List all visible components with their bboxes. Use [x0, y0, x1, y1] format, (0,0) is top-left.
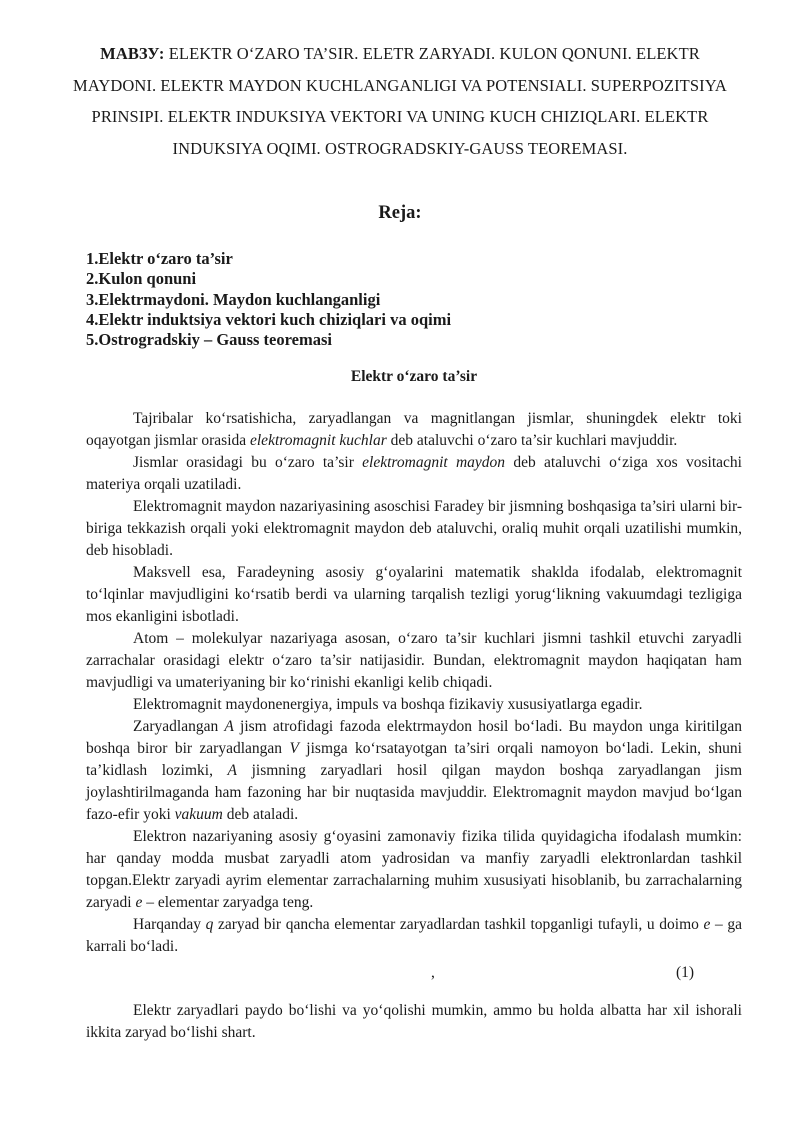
formula-comma: , — [431, 964, 435, 981]
paragraph: Zaryadlangan A jism atrofidagi fazoda elektrmaydon hosil bo‘ladi. Bu maydon unga kiritilgan boshqa biror bir zaryadlangan V jismga ko‘rsatayotgan ta’siri orqali namoyon bo‘ladi. Lekin, shuni ta’kidlash lozimki, A jismning zaryadlari hosil qilgan maydon boshqa zaryadlangan jism joylashtirilmaganda ham fazoning har bir nuqtasida mavjuddir. Elektromagnit maydon mavjud bo‘lgan fazo-efir yoki vakuum deb ataladi. — [86, 718, 743, 823]
paragraph: Harqanday q zaryad bir qancha elementar zaryadlardan tashkil topganligi tufayli, u doimo e – ga karrali bo‘ladi. — [86, 916, 742, 955]
formula-line — [86, 962, 742, 986]
paragraph: Maksvell esa, Faradeyning asosiy g‘oyalarini matematik shaklda ifodalab, elektromagnit to‘lqinlar mavjudligini ko‘rsatib berdi va ularning tarqalish tezligi yorug‘likning vakuumdagi tezligiga mos ekanligini isbotladi. — [86, 564, 742, 625]
paragraph: Tajribalar ko‘rsatishicha, zaryadlangan va magnitlangan jismlar, shuningdek elektr toki oqayotgan jismlar orasida elektromagnit kuchlar deb ataluvchi o‘zaro ta’sir kuchlari mavjuddir. — [86, 410, 742, 449]
body-text — [86, 408, 742, 1044]
plan-item: 1.Elektr o‘zaro ta’sir — [86, 249, 233, 268]
plan-item: 2.Kulon qonuni — [86, 269, 197, 289]
paragraph: Elektromagnit maydon nazariyasining asoschisi Faradey bir jismning boshqasiga ta’siri ularni bir-biriga tekkazish orqali yoki elektromagnit maydon deb ataluvchi, oraliq muhit orqali uzatilishi mumkin, deb hisobladi. — [86, 498, 742, 559]
plan-heading: Reja: — [378, 203, 422, 223]
paragraph: Atom – molekulyar nazariyaga asosan, o‘zaro ta’sir kuchlari jismni tashkil etuvchi zaryadli zarrachalar orasidagi elektr o‘zaro ta’sir natijasidir. Bundan, elektromagnit maydon haqiqatan ham mavjudligi va umateriyaning bir ko‘rinishi ekanligi kelib chiqadi. — [86, 630, 742, 691]
paragraph: Elektr zaryadlari paydo bo‘lishi va yo‘qolishi mumkin, ammo bu holda albatta har xil ishorali ikkita zaryad bo‘lishi shart. — [86, 1002, 742, 1041]
plan-item: 4.Elektr induktsiya vektori kuch chiziqlari va oqimi — [86, 309, 452, 329]
equation-number: (1) — [676, 964, 695, 981]
paragraph: Elektromagnit maydonenergiya, impuls va boshqa fizikaviy xususiyatlarga egadir. — [133, 696, 643, 713]
paragraph: Elektron nazariyaning asosiy g‘oyasini zamonaviy fizika tilida quyidagicha ifodalash mumkin: har qanday modda musbat zaryadli atom yadrosidan va manfiy zaryadli elektronlardan tashkil topgan.Elektr zaryadi ayrim elementar zarrachalarning muhim xususiyati hisoblanib, bu zarrachalarning zaryadi e – elementar zaryadga teng. — [86, 828, 742, 911]
section-heading: Elektr o‘zaro ta’sir — [350, 368, 478, 385]
plan-item: 5.Ostrogradskiy – Gauss teoremasi — [86, 330, 332, 350]
plan-item: 3.Elektrmaydoni. Maydon kuchlanganligi — [86, 289, 381, 309]
topic-text: ELEKTR O‘ZARO TA’SIR. ELETR ZARYADI. KULON QONUNI. ELEKTR MAYDONI. ELEKTR MAYDON KUCHLANGANLIGI VA POTENSIALI. SUPERPOZITSIYA PRINSIPI. ELEKTR INDUKSIYA VEKTORI VA UNING KUCH CHIZIQLARI. ELEKTR INDUKSIYA OQIMI. OSTROGRADSKIY-GAUSS TEOREMASI. — [73, 44, 727, 158]
topic-prefix: МАВЗУ: — [100, 44, 165, 63]
topic-title — [70, 38, 730, 164]
paragraph: Jismlar orasidagi bu o‘zaro ta’sir elektromagnit maydon deb ataluvchi o‘ziga xos vositachi materiya orqali uzatiladi. — [86, 454, 742, 493]
plan-list — [86, 249, 451, 350]
